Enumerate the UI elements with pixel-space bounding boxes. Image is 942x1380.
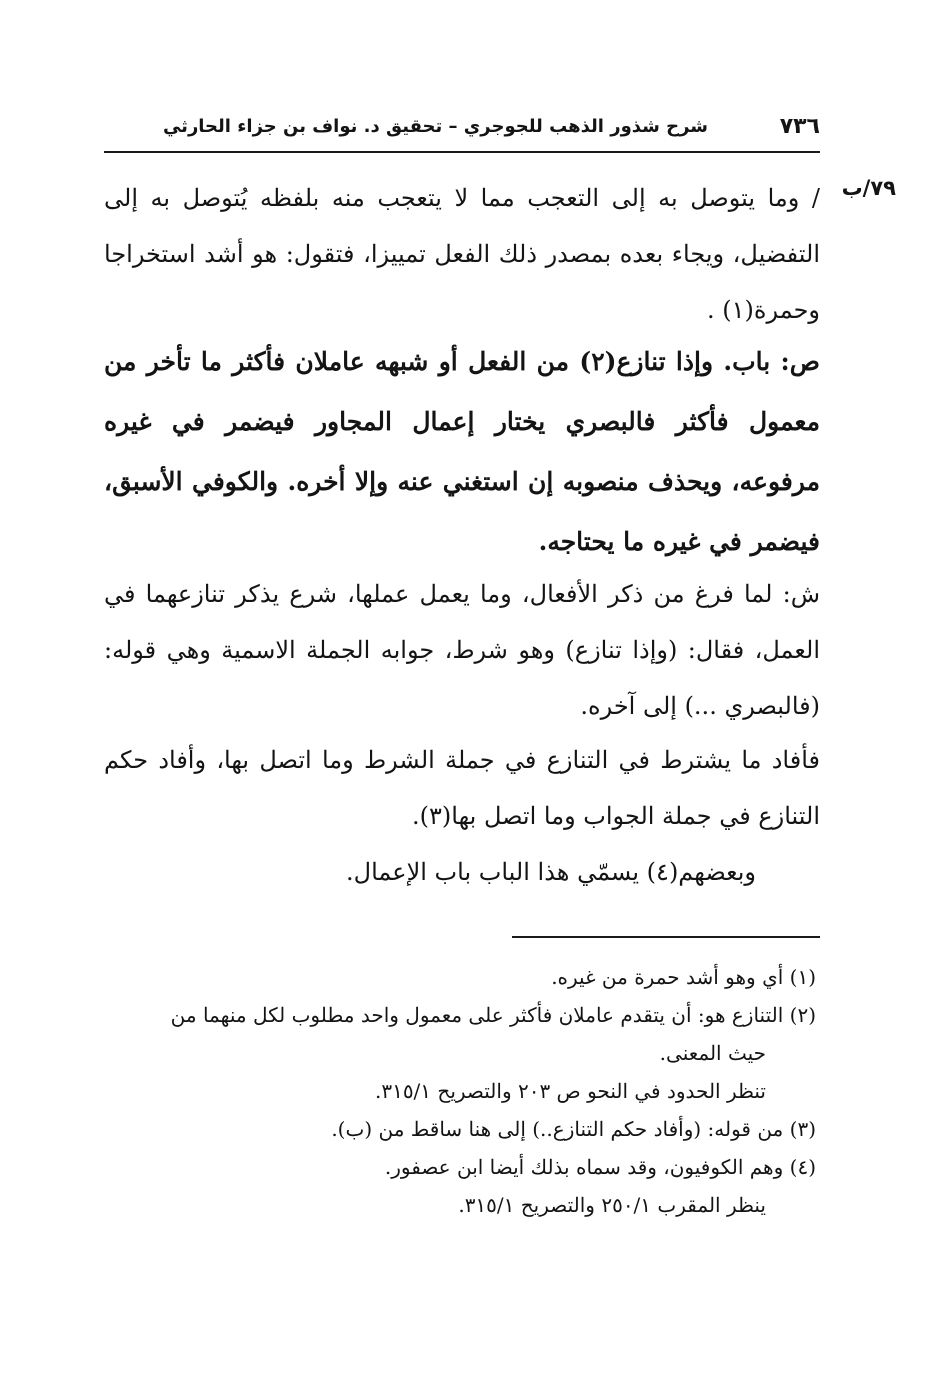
footnote-2: (٢) التنازع هو: أن يتقدم عاملان فأكثر على معمول واحد مطلوب لكل منهما من <box>170 1003 816 1027</box>
footnotes <box>100 958 816 1224</box>
footnote-2-reference: تنظر الحدود في النحو ص ٢٠٣ والتصريح ٣١٥/١. <box>374 1079 766 1103</box>
paragraph-1: / وما يتوصل به إلى التعجب مما لا يتعجب منه بلفظه يُتوصل به إلى التفضيل، ويجاء بعده بمصدر ذلك الفعل تمييزا، فتقول: هو أشد استخراجا وحمرة(١) . <box>104 184 821 324</box>
footnote-separator <box>512 936 820 938</box>
footnote-2-continued: حيث المعنى. <box>659 1041 766 1065</box>
paragraph-5 <box>104 844 820 900</box>
footnote-4: (٤) وهم الكوفيون، وقد سماه بذلك أيضا ابن عصفور. <box>384 1155 816 1179</box>
running-header <box>104 110 820 150</box>
manuscript-folio-ref: ٧٩/ب <box>841 176 896 200</box>
footnote-3: (٣) من قوله: (وأفاد حكم التنازع..) إلى هنا ساقط من (ب). <box>331 1117 816 1141</box>
paragraph-2-matn: ص: باب. وإذا تنازع(٢) من الفعل أو شبهه عاملان فأكثر ما تأخر من معمول فأكثر فالبصري يختار إعمال المجاور فيضمر في غيره مرفوعه، ويحذف منصوبه إن استغني عنه وإلا أخره. والكوفي الأسبق، فيضمر في غيره ما يحتاجه. <box>104 347 820 556</box>
running-title: شرح شذور الذهب للجوجري – تحقيق د. نواف بن جزاء الحارثي <box>162 116 708 137</box>
paragraph-5-text: وبعضهم(٤) يسمّي هذا الباب باب الإعمال. <box>346 858 756 886</box>
header-rule <box>104 151 820 153</box>
page-number: ٧٣٦ <box>779 114 820 139</box>
paragraph-3-sharh: ش: لما فرغ من ذكر الأفعال، وما يعمل عملها، شرع يذكر تنازعهما في العمل، فقال: (وإذا تنازع) وهو شرط، جوابه الجملة الاسمية وهي قوله: (فالبصري ...) إلى آخره. <box>104 580 820 720</box>
paragraph-4: فأفاد ما يشترط في التنازع في جملة الشرط وما اتصل بها، وأفاد حكم التنازع في جملة الجواب وما اتصل بها(٣). <box>104 746 820 830</box>
footnote-4-reference: ينظر المقرب ٢٥٠/١ والتصريح ٣١٥/١. <box>458 1193 766 1217</box>
footnote-1: (١) أي وهو أشد حمرة من غيره. <box>551 965 816 989</box>
